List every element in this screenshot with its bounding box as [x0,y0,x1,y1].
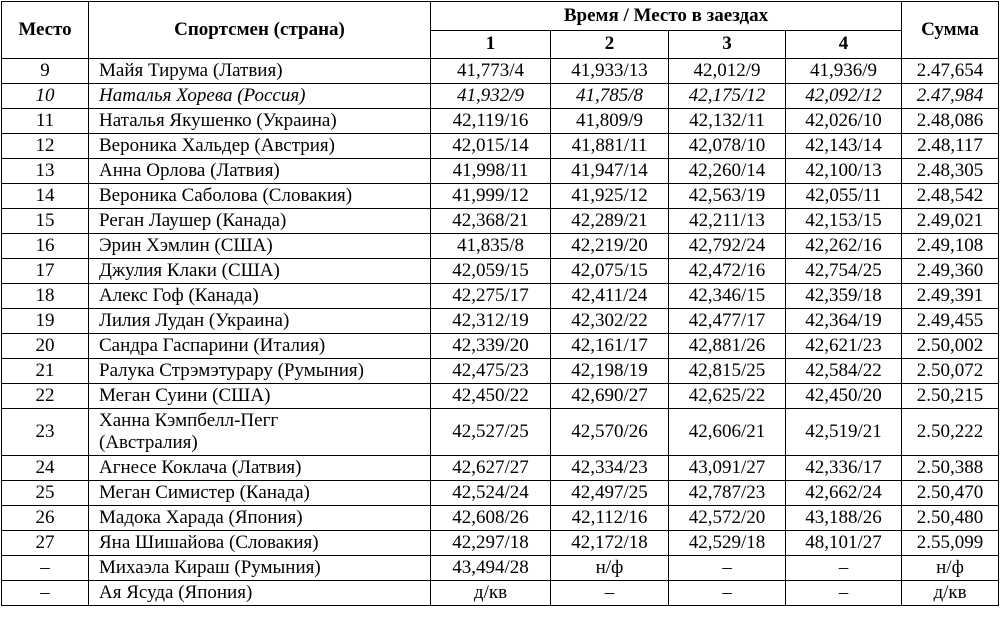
cell-run-3: 42,625/22 [669,384,786,409]
header-athlete: Спортсмен (страна) [89,2,431,59]
cell-place: 13 [2,159,89,184]
cell-run-4: – [786,556,902,581]
cell-place: 16 [2,234,89,259]
cell-run-4: 42,026/10 [786,109,902,134]
cell-run-3: – [669,581,786,606]
table-row [2,84,999,109]
cell-place: 22 [2,384,89,409]
table-row [2,581,999,606]
header-times: Время / Место в заездах [431,2,902,31]
cell-run-1: 41,999/12 [431,184,551,209]
cell-athlete: Наталья Якушенко (Украина) [89,109,431,134]
cell-run-2: 42,690/27 [551,384,669,409]
cell-place: – [2,581,89,606]
cell-run-4: 48,101/27 [786,531,902,556]
cell-run-4: 42,143/14 [786,134,902,159]
cell-place: 21 [2,359,89,384]
table-row [2,59,999,84]
cell-run-3: 42,211/13 [669,209,786,234]
table-row [2,506,999,531]
cell-run-4: – [786,581,902,606]
cell-run-4: 42,364/19 [786,309,902,334]
cell-athlete: Яна Шишайова (Словакия) [89,531,431,556]
table-row [2,359,999,384]
cell-athlete: Сандра Гаспарини (Италия) [89,334,431,359]
cell-run-2: 42,302/22 [551,309,669,334]
cell-athlete: Вероника Хальдер (Австрия) [89,134,431,159]
cell-run-3: 42,529/18 [669,531,786,556]
header-run-2: 2 [551,30,669,59]
cell-run-1: д/кв [431,581,551,606]
header-run-3: 3 [669,30,786,59]
table-row [2,556,999,581]
cell-run-4: 42,262/16 [786,234,902,259]
table-row [2,309,999,334]
header-run-1: 1 [431,30,551,59]
cell-run-2: 42,112/16 [551,506,669,531]
header-run-4: 4 [786,30,902,59]
cell-run-4: 42,153/15 [786,209,902,234]
cell-run-1: 42,475/23 [431,359,551,384]
cell-run-4: 42,359/18 [786,284,902,309]
cell-run-1: 42,059/15 [431,259,551,284]
cell-run-2: 41,933/13 [551,59,669,84]
cell-run-1: 42,608/26 [431,506,551,531]
cell-place: 15 [2,209,89,234]
cell-run-1: 41,835/8 [431,234,551,259]
cell-place: – [2,556,89,581]
cell-run-4: 42,100/13 [786,159,902,184]
cell-sum: 2.50,470 [902,481,999,506]
cell-sum: 2.49,391 [902,284,999,309]
cell-athlete: Ая Ясуда (Япония) [89,581,431,606]
cell-sum: 2.50,222 [902,409,999,456]
cell-sum: 2.48,117 [902,134,999,159]
cell-sum: н/ф [902,556,999,581]
cell-run-3: – [669,556,786,581]
cell-place: 23 [2,409,89,456]
cell-run-2: 41,947/14 [551,159,669,184]
cell-run-1: 42,524/24 [431,481,551,506]
cell-sum: д/кв [902,581,999,606]
cell-run-1: 42,297/18 [431,531,551,556]
cell-run-3: 42,472/16 [669,259,786,284]
table-row [2,409,999,456]
cell-sum: 2.50,072 [902,359,999,384]
cell-run-3: 42,815/25 [669,359,786,384]
cell-place: 26 [2,506,89,531]
cell-sum: 2.49,108 [902,234,999,259]
cell-place: 27 [2,531,89,556]
cell-sum: 2.49,021 [902,209,999,234]
cell-sum: 2.47,654 [902,59,999,84]
cell-place: 20 [2,334,89,359]
table-row [2,531,999,556]
cell-run-3: 42,606/21 [669,409,786,456]
cell-sum: 2.50,480 [902,506,999,531]
cell-run-2: 42,334/23 [551,456,669,481]
cell-run-2: – [551,581,669,606]
cell-run-1: 41,773/4 [431,59,551,84]
cell-run-2: 42,570/26 [551,409,669,456]
cell-run-4: 42,055/11 [786,184,902,209]
cell-run-3: 42,012/9 [669,59,786,84]
cell-sum: 2.55,099 [902,531,999,556]
cell-athlete: Эрин Хэмлин (США) [89,234,431,259]
cell-run-1: 42,119/16 [431,109,551,134]
cell-run-4: 42,754/25 [786,259,902,284]
cell-run-1: 42,627/27 [431,456,551,481]
cell-run-3: 42,477/17 [669,309,786,334]
cell-sum: 2.49,360 [902,259,999,284]
table-row [2,109,999,134]
athlete-name-line-1: Ханна Кэмпбелл-Пегг [99,410,279,431]
cell-athlete [89,409,431,456]
cell-run-2: 42,198/19 [551,359,669,384]
cell-run-1: 42,312/19 [431,309,551,334]
cell-run-3: 42,078/10 [669,134,786,159]
cell-run-1: 41,932/9 [431,84,551,109]
table-row [2,209,999,234]
cell-place: 9 [2,59,89,84]
cell-athlete: Ралука Стрэмэтурару (Румыния) [89,359,431,384]
cell-athlete: Меган Суини (США) [89,384,431,409]
cell-place: 17 [2,259,89,284]
cell-athlete: Наталья Хорева (Россия) [89,84,431,109]
cell-run-3: 42,563/19 [669,184,786,209]
cell-run-1: 43,494/28 [431,556,551,581]
cell-run-2: 41,925/12 [551,184,669,209]
cell-athlete: Вероника Саболова (Словакия) [89,184,431,209]
cell-run-3: 43,091/27 [669,456,786,481]
cell-run-2: 42,411/24 [551,284,669,309]
cell-run-4: 42,519/21 [786,409,902,456]
cell-run-4: 42,092/12 [786,84,902,109]
header-sum: Сумма [902,2,999,59]
cell-run-4: 42,621/23 [786,334,902,359]
table-row [2,481,999,506]
cell-place: 12 [2,134,89,159]
cell-run-1: 42,275/17 [431,284,551,309]
cell-athlete: Мадока Харада (Япония) [89,506,431,531]
cell-athlete: Меган Симистер (Канада) [89,481,431,506]
cell-run-2: 41,785/8 [551,84,669,109]
table-row [2,456,999,481]
cell-sum: 2.49,455 [902,309,999,334]
cell-run-2: 42,172/18 [551,531,669,556]
cell-place: 24 [2,456,89,481]
cell-run-3: 42,132/11 [669,109,786,134]
cell-place: 19 [2,309,89,334]
cell-run-1: 42,450/22 [431,384,551,409]
cell-run-4: 41,936/9 [786,59,902,84]
cell-run-4: 42,662/24 [786,481,902,506]
cell-run-4: 42,584/22 [786,359,902,384]
cell-sum: 2.47,984 [902,84,999,109]
cell-run-2: 41,809/9 [551,109,669,134]
table-row [2,234,999,259]
header-place: Место [2,2,89,59]
table-row [2,134,999,159]
cell-athlete: Лилия Лудан (Украина) [89,309,431,334]
cell-place: 14 [2,184,89,209]
cell-run-3: 42,881/26 [669,334,786,359]
cell-run-3: 42,792/24 [669,234,786,259]
cell-athlete: Михаэла Кираш (Румыния) [89,556,431,581]
cell-run-2: 41,881/11 [551,134,669,159]
cell-run-4: 42,450/20 [786,384,902,409]
table-row [2,159,999,184]
results-table [1,1,999,606]
cell-run-3: 42,346/15 [669,284,786,309]
cell-run-1: 41,998/11 [431,159,551,184]
table-row [2,184,999,209]
cell-run-3: 42,175/12 [669,84,786,109]
cell-place: 18 [2,284,89,309]
cell-sum: 2.48,542 [902,184,999,209]
cell-run-2: н/ф [551,556,669,581]
cell-sum: 2.50,215 [902,384,999,409]
cell-run-2: 42,161/17 [551,334,669,359]
cell-place: 10 [2,84,89,109]
cell-run-1: 42,368/21 [431,209,551,234]
cell-athlete: Агнесе Коклача (Латвия) [89,456,431,481]
cell-run-1: 42,339/20 [431,334,551,359]
table-row [2,384,999,409]
cell-run-4: 42,336/17 [786,456,902,481]
cell-athlete: Анна Орлова (Латвия) [89,159,431,184]
cell-athlete: Джулия Клаки (США) [89,259,431,284]
table-row [2,259,999,284]
cell-run-1: 42,527/25 [431,409,551,456]
cell-run-3: 42,260/14 [669,159,786,184]
results-body [2,59,999,606]
cell-run-4: 43,188/26 [786,506,902,531]
cell-run-3: 42,787/23 [669,481,786,506]
cell-sum: 2.48,305 [902,159,999,184]
cell-sum: 2.48,086 [902,109,999,134]
cell-run-2: 42,075/15 [551,259,669,284]
cell-run-2: 42,219/20 [551,234,669,259]
cell-athlete: Алекс Гоф (Канада) [89,284,431,309]
table-row [2,284,999,309]
cell-athlete: Реган Лаушер (Канада) [89,209,431,234]
cell-place: 25 [2,481,89,506]
cell-run-1: 42,015/14 [431,134,551,159]
cell-run-2: 42,289/21 [551,209,669,234]
table-row [2,334,999,359]
cell-sum: 2.50,002 [902,334,999,359]
cell-run-3: 42,572/20 [669,506,786,531]
cell-athlete: Майя Тирума (Латвия) [89,59,431,84]
athlete-name-line-2: (Австралия) [99,432,198,453]
cell-sum: 2.50,388 [902,456,999,481]
cell-run-2: 42,497/25 [551,481,669,506]
cell-place: 11 [2,109,89,134]
